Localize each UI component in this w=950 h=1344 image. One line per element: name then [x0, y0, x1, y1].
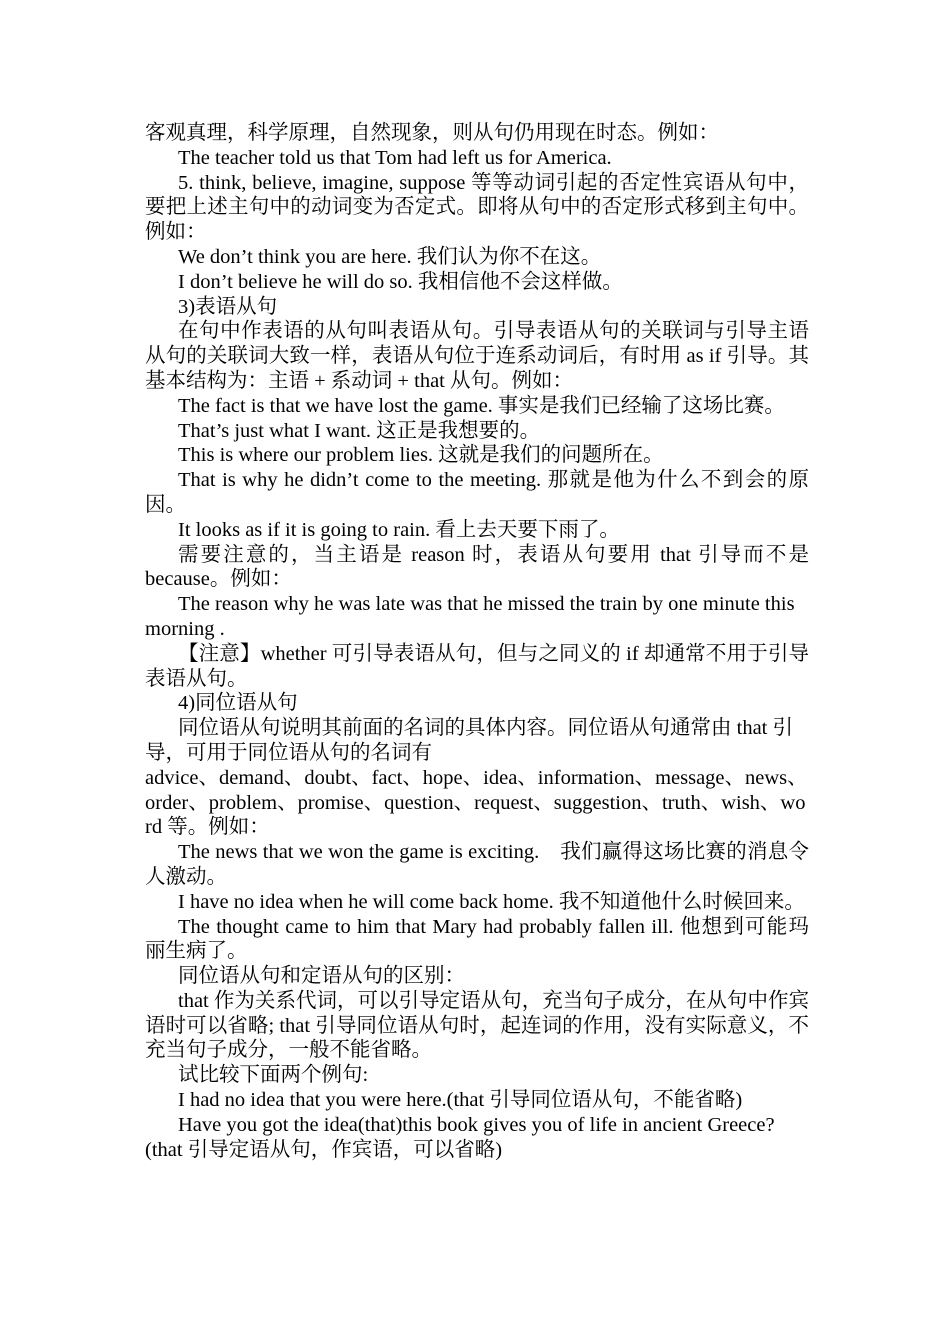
example-thats-just: That’s just what I want. 这正是我想要的。 [178, 419, 541, 442]
paragraph-noun-list: advice、demand、doubt、fact、hope、idea、information、message、news、order、problem、promise、question、request、suggestion、truth、wish、word 等。例如： [145, 766, 808, 839]
section-heading-appositive-clause: 4)同位语从句 [178, 692, 298, 715]
example-reason-why: The reason why he was late was that he missed the train by one minute this morning . [145, 593, 795, 640]
heading-difference: 同位语从句和定语从句的区别： [178, 965, 465, 988]
paragraph-that-relative-vs-conjunction: that 作为关系代词，可以引导定语从句，充当句子成分，在从句中作宾语时可以省略; that 引导同位语从句时，起连词的作用，没有实际意义，不充当句子成分，一般不能省略。 [145, 989, 809, 1062]
document-page [145, 121, 809, 1162]
paragraph-predicative-definition: 在句中作表语的从句叫表语从句。引导表语从句的关联词与引导主语从句的关联词大致一样，表语从句位于连系动词后，有时用 as if 引导。其基本结构为：主语 + 系动词 + that 从句。例如： [145, 320, 809, 392]
section-heading-predicative-clause: 3)表语从句 [178, 295, 278, 318]
example-no-idea-when: I have no idea when he will come back home. 我不知道他什么时候回来。 [178, 890, 805, 913]
example-news-exciting: The news that we won the game is exciting. 我们赢得这场比赛的消息令人激动。 [145, 841, 809, 888]
example-thought-came: The thought came to him that Mary had probably fallen ill. 他想到可能玛丽生病了。 [145, 915, 809, 963]
heading-compare-examples: 试比较下面两个例句: [178, 1064, 369, 1087]
example-dont-think: We don’t think you are here. 我们认为你不在这。 [178, 245, 602, 268]
example-that-is-why: That is why he didn’t come to the meeting. 那就是他为什么不到会的原因。 [145, 469, 809, 516]
example-fact-is: The fact is that we have lost the game. 事实是我们已经输了这场比赛。 [178, 394, 785, 417]
note-whether-if: 【注意】whether 可引导表语从句，但与之同义的 if 却通常不用于引导表语从句。 [145, 642, 809, 690]
note-reason-that: 需要注意的，当主语是 reason 时，表语从句要用 that 引导而不是 because。例如： [145, 543, 809, 591]
example-this-is-where: This is where our problem lies. 这就是我们的问题所在。 [178, 444, 664, 467]
paragraph-objective-truth: 客观真理，科学原理，自然现象，则从句仍用现在时态。例如： [145, 122, 719, 144]
example-had-no-idea: I had no idea that you were here.(that 引导同位语从句，不能省略) [178, 1089, 743, 1112]
example-dont-believe: I don’t believe he will do so. 我相信他不会这样做。 [178, 270, 623, 293]
paragraph-appositive-definition: 同位语从句说明其前面的名词的具体内容。同位语从句通常由 that 引导，可用于同位语从句的名词有 [145, 717, 793, 764]
example-looks-as-if: It looks as if it is going to rain. 看上去天要下雨了。 [178, 518, 620, 541]
example-teacher-told: The teacher told us that Tom had left us for America. [178, 146, 612, 169]
rule-negative-transfer: 5. think, believe, imagine, suppose 等等动词引起的否定性宾语从句中，要把上述主句中的动词变为否定式。即将从句中的否定形式移到主句中。例如： [145, 171, 809, 244]
example-ancient-greece: Have you got the idea(that)this book gives you of life in ancient Greece?(that 引导定语从句，作宾语，可以省略) [145, 1113, 775, 1161]
